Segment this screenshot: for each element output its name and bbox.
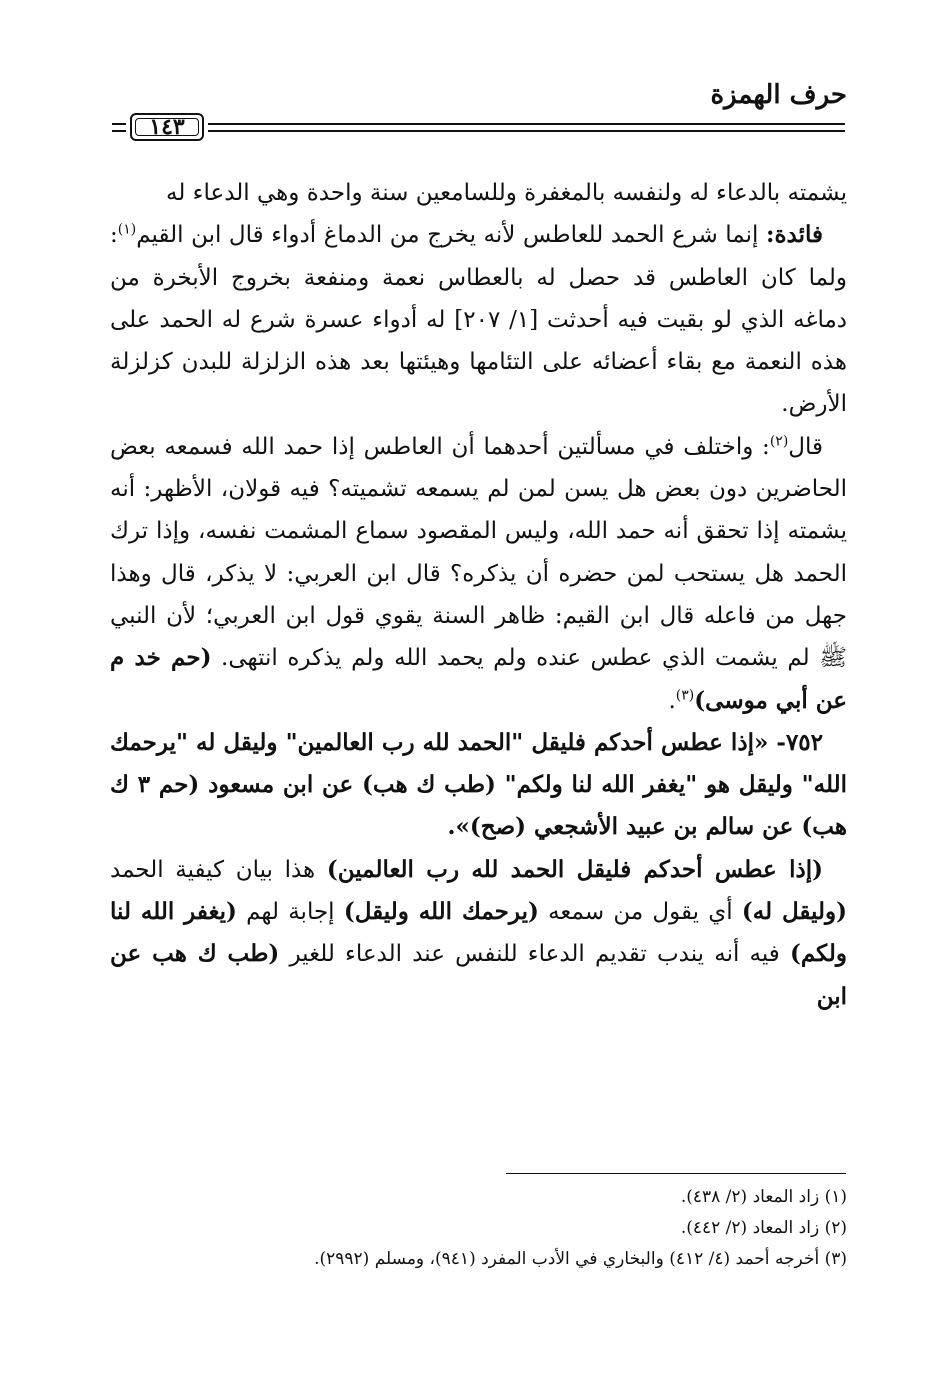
footnote-3: (٣) أخرجه أحمد (٤/ ٤١٢) والبخاري في الأدب المفرد (٩٤١)، ومسلم (٢٩٩٢). [314,1249,847,1269]
hadith-752: ٧٥٢- «إذا عطس أحدكم فليقل "الحمد لله رب العالمين" وليقل له "يرحمك الله" وليقل هو "يغفر الله لنا ولكم" (طب ك هب) عن ابن مسعود (حم ٣ ك هب) عن سالم بن عبيد الأشجعي (صح)». [110,728,847,841]
main-text [110,172,847,1018]
footnote-ref-1: (١) [117,221,137,238]
page-number: ١٤٣ [149,114,185,140]
paragraph-commentary: (إذا عطس أحدكم فليقل الحمد لله رب العالمين) هذا بيان كيفية الحمد (وليقل له) أي يقول من سمعه (يرحمك الله وليقل) إجابة لهم (يغفر الله لنا ولكم) فيه أنه يندب تقديم الدعاء للنفس عند الدعاء للغير (طب ك هب عن ابن [110,855,847,1010]
footnote-2: (٢) زاد المعاد (٢/ ٤٤٢). [680,1218,847,1238]
paragraph-qala: قال$^{(٢)}$: واختلف في مسألتين أحدهما أن العاطس إذا حمد الله فسمعه بعض الحاضرين دون بعض هل يسن لمن لم يسمعه تشميته؟ فيه قولان، الأظهر: أنه يشمته إذا تحقق أنه حمد الله، وليس المقصود سماع المشمت نفسه، وإذا ترك الحمد هل يستحب لمن حضره أن يذكره؟ قال ابن العربي: لا يذكر، قال وهذا جهل من فاعله قال ابن القيم: ظاهر السنة يقوي قول ابن العربي؛ لأن النبي ﷺ لم يشمت الذي عطس عنده ولم يحمد الله ولم يذكره انتهى. (حم خد م عن أبي موسى)$^{(٣)}$. [110,433,848,714]
paragraph-faida: فائدة: إنما شرع الحمد للعاطس لأنه يخرج من الدماغ أدواء قال ابن القيم$^{(١)}$: ولما كان العاطس قد حصل له بالعطاس نعمة ومنفعة بخروج الأبخرة من دماغه الذي لو بقيت فيه أحدثت [١/ ٢٠٧] له أدواء عسرة شرع له الحمد على هذه النعمة مع بقاء أعضائه على التئامها وهيئتها بعد هذه الزلزلة للبدن كزلزلة الأرض. [110,221,848,418]
footnote-separator [506,1173,846,1174]
footnotes [314,1182,847,1275]
footnote-ref-2: (٢) [769,433,789,450]
running-header-title: حرف الهمزة [710,80,847,110]
source-citation: (حم خد م عن أبي موسى) [110,644,847,714]
page-number-box [130,113,204,141]
footnote-ref-3: (٣) [675,686,695,703]
paragraph-continuation: يشمته بالدعاء له ولنفسه بالمغفرة وللسامعين سنة واحدة وهي الدعاء له [166,180,847,206]
footnote-1: (١) زاد المعاد (٢/ ٤٣٨). [680,1187,847,1207]
header-rule [112,113,845,143]
faida-label: فائدة: [765,221,823,249]
